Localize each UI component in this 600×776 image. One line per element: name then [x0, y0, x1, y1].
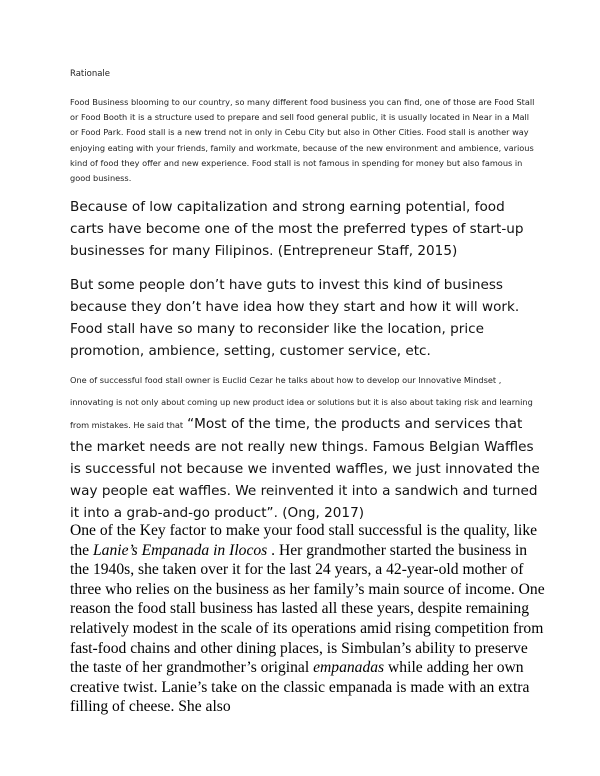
lanies-text-a: One of the Key factor to make your food stall successful is the quality, like the	[70, 522, 538, 559]
paragraph-euclid-lead: One of successful food stall owner is Euclid Cezar he talks about how to develop our Innovative Mindset , innovating is not only about coming up new product idea or solutions but it is also about taking risk and learning from mistakes. He said that	[70, 375, 533, 430]
empanadas-word: empanadas	[313, 659, 385, 677]
section-heading: Rationale	[70, 69, 111, 79]
paragraph-euclid-quote: “Most of the time, the products and services that the market needs are not really new things. Famous Belgian Waffles is successful not because we invented waffles, we just innovated the way people eat waffles. We reinvented it into a sandwich and turned it into a grab-and-go product”. (Ong, 2017)	[70, 416, 540, 521]
paragraph-capitalization: Because of low capitalization and strong earning potential, food carts have become one of the most the preferred types of start-up businesses for many Filipinos. (Entrepreneur Staff, 2015)	[70, 199, 524, 259]
paragraph-guts: But some people don’t have guts to invest this kind of business because they don’t have idea how they start and how it will work. Food stall have so many to reconsider like the location, price promotion, ambience, setting, customer service, etc.	[70, 277, 520, 359]
lanies-text-c: while adding her own creative twist. Lanie’s take on the classic empanada is made with an extra filling of cheese. She also	[70, 659, 530, 716]
lanies-text-b: . Her grandmother started the business in the 1940s, she taken over it for the last 24 years, a 42-year-old mother of three who relies on the business as her family’s main source of income. One reason the food stall business has lasted all these years, despite remaining relatively modest in the scale of its operations amid rising competition from fast-food chains and other dining places, is Simbulan’s ability to preserve the taste of her grandmother’s original	[70, 541, 545, 677]
lanies-empanada-name: Lanie’s Empanada in Ilocos	[92, 541, 268, 559]
paragraph-euclid-cezar	[70, 369, 542, 524]
paragraph-lanies-empanada	[70, 521, 545, 717]
paragraph-intro: Food Business blooming to our country, so many different food business you can find, one of those are Food Stall or Food Booth it is a structure used to prepare and sell food general public, it is usually located in Near in a Mall or Food Park. Food stall is a new trend not in only in Cebu City but also in Other Cities. Food stall is another way enjoying eating with your friends, family and workmate, because of the new environment and ambience, various kind of food they offer and new experience. Food stall is not famous in spending for money but also famous in good business.	[70, 97, 535, 184]
